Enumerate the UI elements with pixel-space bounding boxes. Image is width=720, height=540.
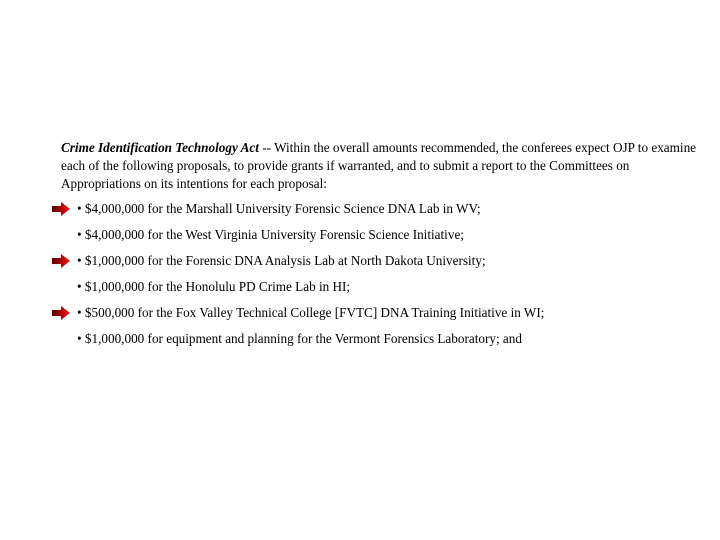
list-item: • $500,000 for the Fox Valley Technical College [FVTC] DNA Training Initiative in WI; bbox=[77, 305, 545, 320]
list-item: • $4,000,000 for the Marshall University Forensic Science DNA Lab in WV; bbox=[77, 201, 481, 216]
list-item: • $1,000,000 for equipment and planning for the Vermont Forensics Laboratory; and bbox=[77, 331, 522, 346]
red-arrow-icon bbox=[52, 202, 70, 216]
list-item: • $4,000,000 for the West Virginia University Forensic Science Initiative; bbox=[77, 227, 464, 242]
intro-paragraph bbox=[61, 139, 701, 193]
intro-text: -- Within the overall amounts recommended, the conferees expect OJP to examine each of the following proposals, to provide grants if warranted, and to submit a report to the Committees on Appropriations on its intentions for each proposal: bbox=[61, 140, 697, 191]
red-arrow-icon bbox=[52, 306, 70, 320]
list-item: • $1,000,000 for the Forensic DNA Analysis Lab at North Dakota University; bbox=[77, 253, 486, 268]
act-title: Crime Identification Technology Act bbox=[61, 140, 259, 155]
red-arrow-icon bbox=[52, 254, 70, 268]
list-item: • $1,000,000 for the Honolulu PD Crime Lab in HI; bbox=[77, 279, 351, 294]
